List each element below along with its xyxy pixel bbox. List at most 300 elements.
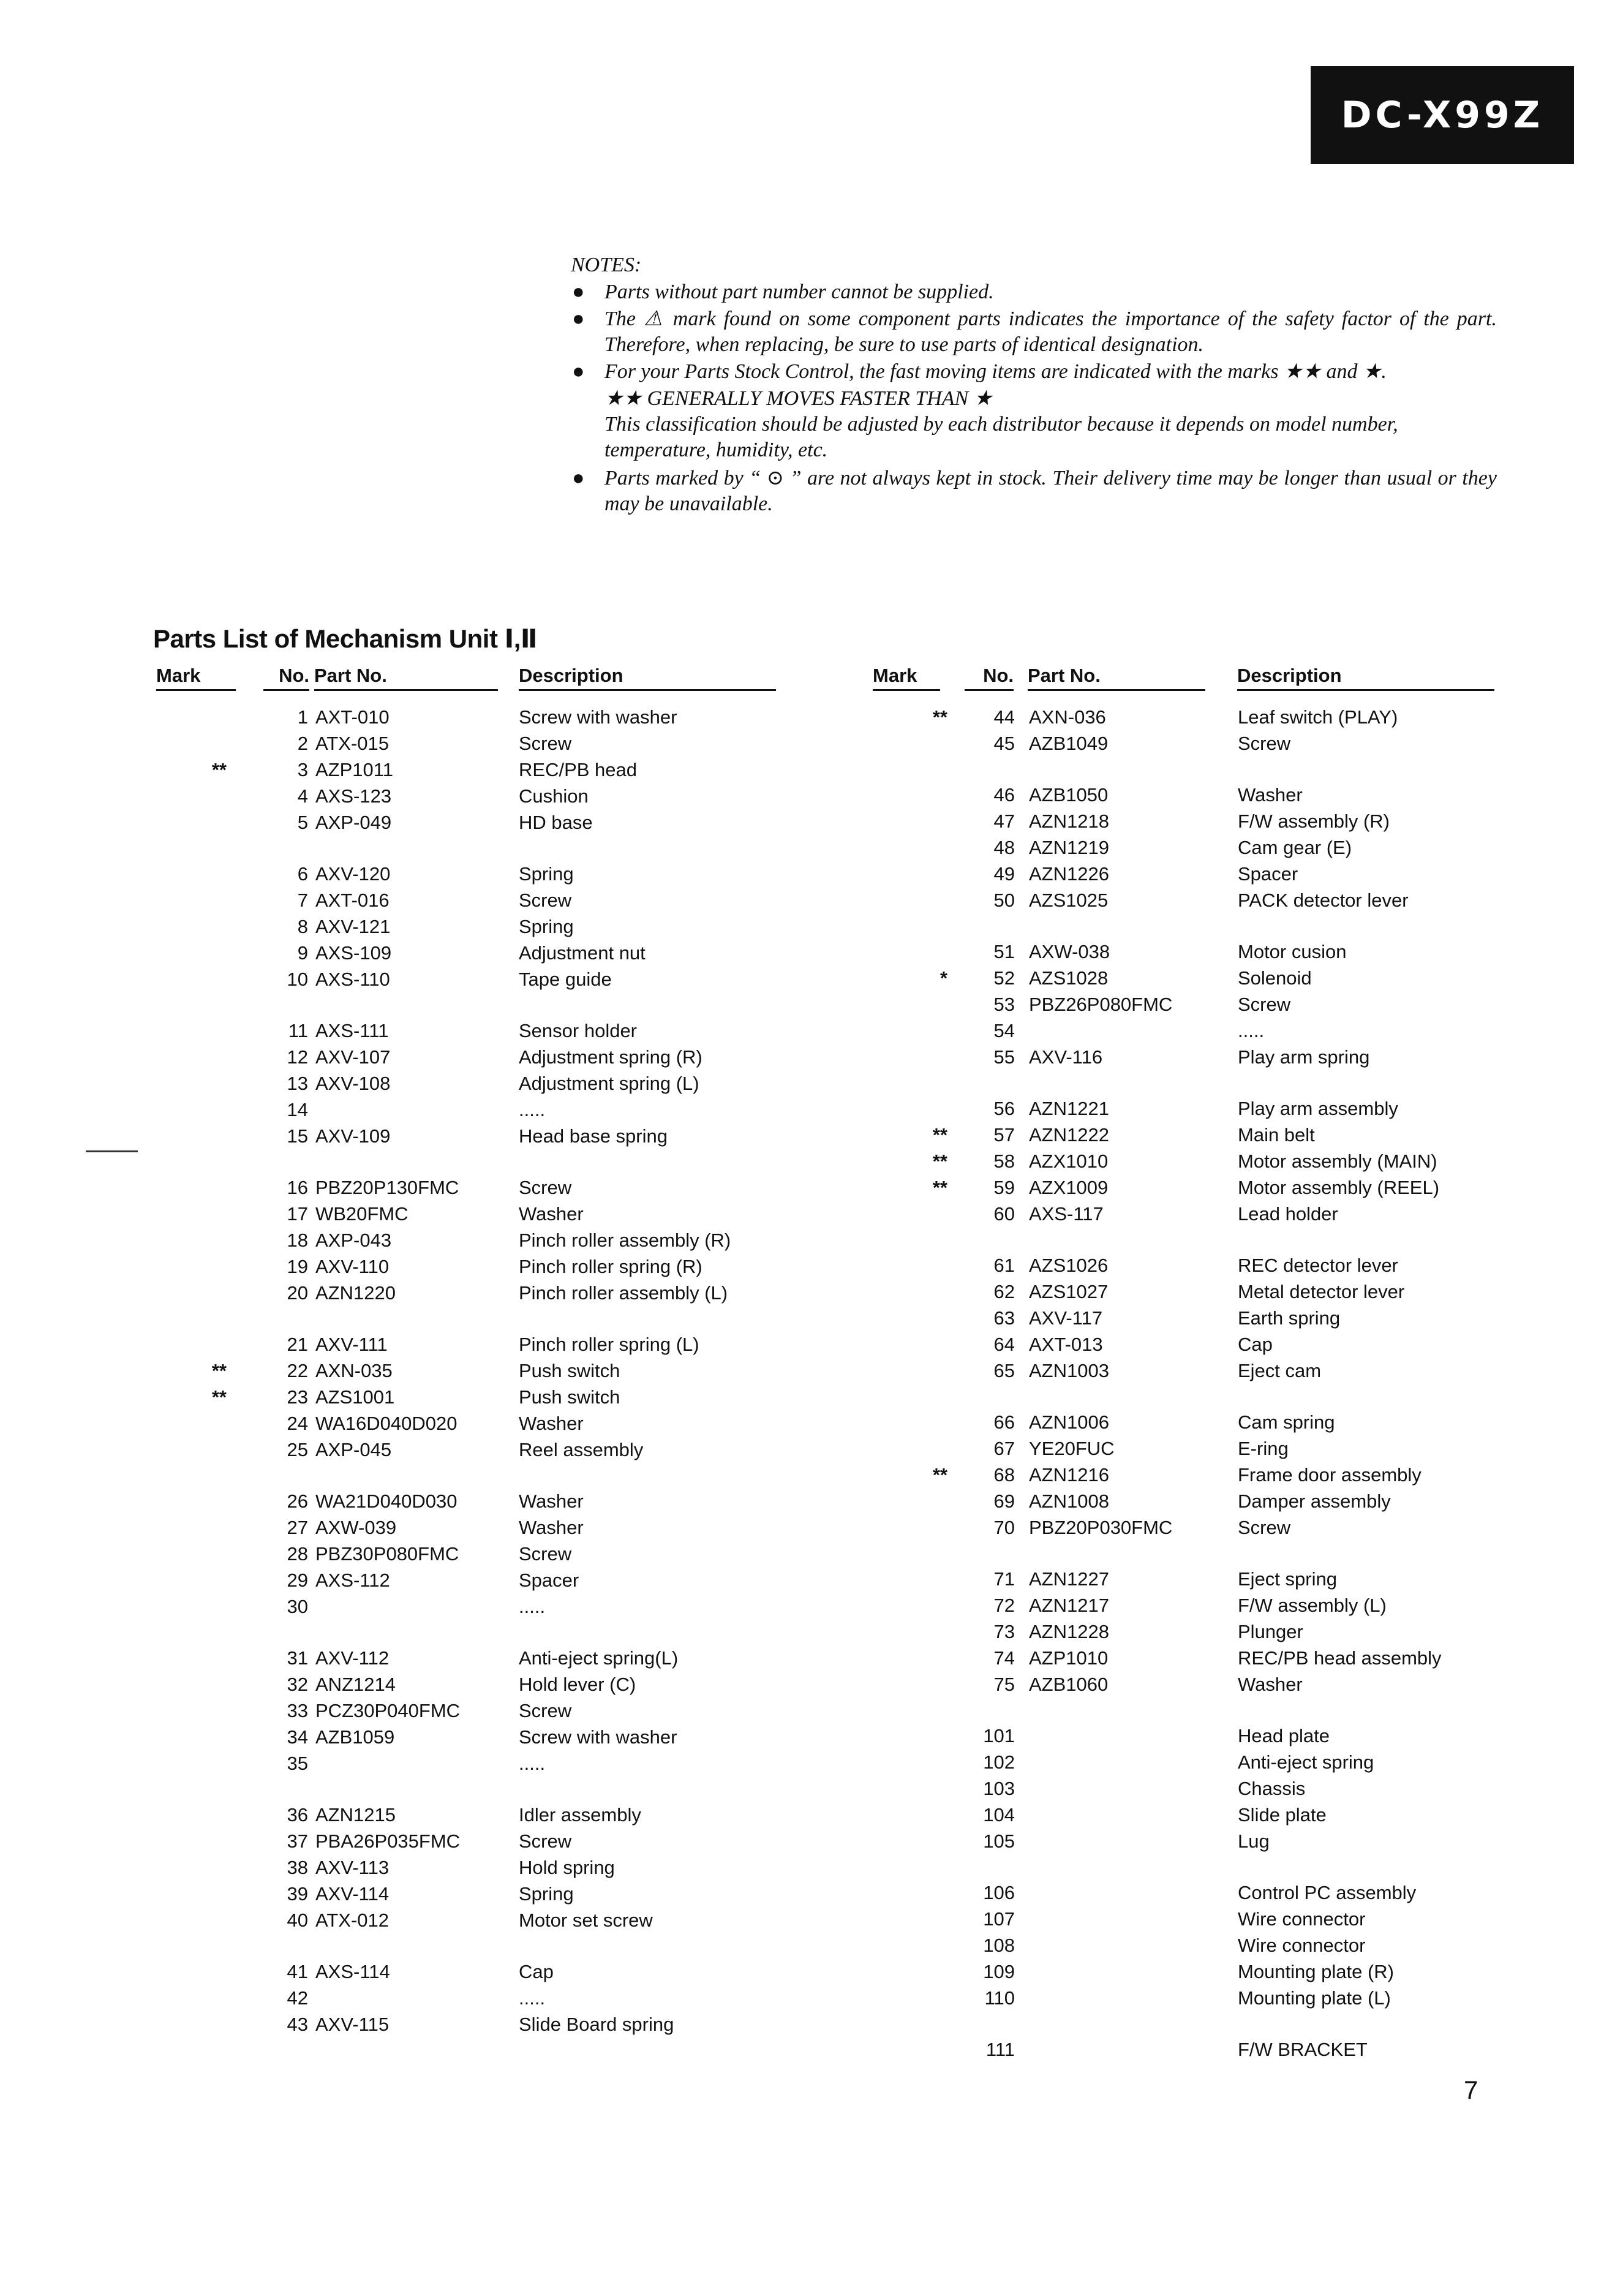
no-cell: 102 — [983, 1751, 1015, 1773]
part-no-cell: AZN1228 — [1029, 1621, 1109, 1642]
description-cell: Lug — [1238, 1830, 1270, 1852]
description-cell: Cap — [519, 1961, 554, 1982]
table-row — [873, 1647, 1494, 1674]
no-cell: 37 — [287, 1830, 308, 1852]
table-row — [156, 1282, 778, 1308]
part-no-cell: AZB1049 — [1029, 733, 1109, 754]
part-no-cell: PBZ26P080FMC — [1029, 994, 1173, 1015]
mark-cell: ** — [211, 759, 227, 780]
table-row — [873, 1334, 1494, 1360]
mark-cell: ** — [932, 1464, 947, 1486]
no-cell: 109 — [983, 1961, 1015, 1982]
table-row — [156, 1543, 778, 1569]
note-item: ● The ⚠ mark found on some component parts indicates the importance of the safety factor of the part. Therefore, when replacing, be sure to use parts of identical designation. — [572, 308, 1497, 356]
part-no-cell: AZP1011 — [315, 759, 393, 780]
description-cell: Reel assembly — [519, 1439, 644, 1460]
table-row — [156, 1726, 778, 1753]
table-row — [873, 1411, 1494, 1438]
description-cell: Mounting plate (L) — [1238, 1987, 1391, 2009]
description-cell: Pinch roller spring (L) — [519, 1334, 699, 1355]
no-cell: 28 — [287, 1543, 308, 1565]
table-row — [156, 1073, 778, 1099]
description-cell: Leaf switch (PLAY) — [1238, 706, 1398, 728]
part-no-cell: AZB1050 — [1029, 784, 1109, 806]
part-no-cell: AXT-010 — [315, 706, 390, 728]
table-row — [156, 1229, 778, 1256]
part-no-cell: AZX1010 — [1029, 1150, 1109, 1172]
no-cell: 13 — [287, 1073, 308, 1094]
no-cell: 35 — [287, 1753, 308, 1774]
no-cell: 31 — [287, 1647, 308, 1669]
description-cell: Play arm assembly — [1238, 1098, 1398, 1119]
description-cell: Wire connector — [1238, 1908, 1366, 1930]
table-row — [873, 1150, 1494, 1177]
table-row — [156, 1753, 778, 1779]
description-cell: Motor assembly (REEL) — [1238, 1177, 1440, 1198]
header-description: Description — [1237, 665, 1494, 691]
no-cell: 23 — [287, 1386, 308, 1408]
table-row — [156, 1961, 778, 1987]
description-cell: Adjustment spring (L) — [519, 1073, 699, 1094]
description-cell: Play arm spring — [1238, 1046, 1370, 1068]
no-cell: 69 — [993, 1490, 1015, 1512]
part-no-cell: AZN1218 — [1029, 810, 1109, 832]
part-no-cell: AZN1221 — [1029, 1098, 1109, 1119]
part-no-cell: WA21D040D030 — [315, 1490, 458, 1512]
part-no-cell: AZS1025 — [1029, 889, 1109, 911]
no-cell: 60 — [993, 1203, 1015, 1225]
no-cell: 70 — [993, 1517, 1015, 1538]
description-cell: Screw — [519, 1830, 572, 1852]
table-row — [156, 1334, 778, 1360]
description-cell: Pinch roller spring (R) — [519, 1256, 702, 1277]
part-no-cell: AXS-123 — [315, 785, 392, 807]
bullet-icon: ● — [572, 467, 585, 489]
no-cell: 36 — [287, 1804, 308, 1826]
no-cell: 101 — [983, 1725, 1015, 1747]
part-no-cell: PBA26P035FMC — [315, 1830, 461, 1852]
description-cell: Slide Board spring — [519, 2014, 674, 2035]
description-cell: Mounting plate (R) — [1238, 1961, 1395, 1982]
description-cell: Washer — [519, 1490, 584, 1512]
no-cell: 107 — [983, 1908, 1015, 1930]
part-no-cell: AXV-112 — [315, 1647, 390, 1669]
mark-cell: ** — [211, 1386, 227, 1408]
no-cell: 45 — [993, 733, 1015, 754]
table-row — [873, 1098, 1494, 1124]
description-cell: Screw — [519, 1543, 572, 1565]
part-no-cell: AXS-112 — [315, 1569, 390, 1591]
table-row — [873, 1307, 1494, 1334]
part-no-cell: AXN-036 — [1029, 706, 1106, 728]
description-cell: Main belt — [1238, 1124, 1315, 1146]
mark-cell: ** — [932, 1150, 947, 1172]
no-cell: 53 — [993, 994, 1015, 1015]
part-no-cell: AXS-109 — [315, 942, 392, 964]
header-part-no: Part No. — [1028, 665, 1205, 691]
table-row — [156, 1830, 778, 1857]
note-item: ● Parts marked by “ ⊙ ” are not always kept in stock. Their delivery time may be longer than usual or they may be unavailable. — [572, 467, 1497, 515]
description-cell: REC/PB head — [519, 759, 637, 780]
description-cell: Washer — [519, 1413, 584, 1434]
table-row — [873, 1725, 1494, 1751]
description-cell: Spring — [519, 916, 574, 937]
table-row — [873, 2039, 1494, 2065]
part-no-cell: AXV-108 — [315, 1073, 391, 1094]
notes-list — [571, 279, 1497, 385]
table-row — [873, 1908, 1494, 1935]
no-cell: 9 — [297, 942, 308, 964]
description-cell: Push switch — [519, 1386, 620, 1408]
part-no-cell: AZB1059 — [315, 1726, 395, 1748]
no-cell: 108 — [983, 1935, 1015, 1956]
table-row — [873, 784, 1494, 810]
description-cell: Cam spring — [1238, 1411, 1335, 1433]
table-row — [873, 1987, 1494, 2014]
notes-section — [571, 252, 1497, 518]
part-no-cell: AXP-049 — [315, 812, 392, 833]
no-cell: 43 — [287, 2014, 308, 2035]
part-no-cell: AXV-113 — [315, 1857, 390, 1878]
no-cell: 58 — [993, 1150, 1015, 1172]
no-cell: 57 — [993, 1124, 1015, 1146]
no-cell: 3 — [297, 759, 308, 780]
table-row — [156, 1596, 778, 1622]
part-no-cell: AXP-045 — [315, 1439, 392, 1460]
table-header — [873, 665, 1494, 693]
no-cell: 47 — [993, 810, 1015, 832]
note-item: ● Parts without part number cannot be supplied. — [571, 279, 1497, 305]
no-cell: 19 — [287, 1256, 308, 1277]
description-cell: Plunger — [1238, 1621, 1303, 1642]
table-row — [873, 1830, 1494, 1857]
part-no-cell: ATX-015 — [315, 733, 390, 754]
table-row — [873, 967, 1494, 994]
table-row — [156, 759, 778, 785]
table-row — [873, 1961, 1494, 1987]
no-cell: 42 — [287, 1987, 308, 2009]
description-cell: ..... — [519, 1099, 546, 1120]
no-cell: 73 — [993, 1621, 1015, 1642]
part-no-cell: AXV-110 — [315, 1256, 390, 1277]
description-cell: Screw with washer — [519, 1726, 677, 1748]
description-cell: Metal detector lever — [1238, 1281, 1405, 1302]
no-cell: 29 — [287, 1569, 308, 1591]
no-cell: 27 — [287, 1517, 308, 1538]
description-cell: Slide plate — [1238, 1804, 1327, 1826]
part-no-cell: AXP-043 — [315, 1229, 392, 1251]
part-no-cell: PCZ30P040FMC — [315, 1700, 461, 1721]
table-row — [873, 1281, 1494, 1307]
description-cell: ..... — [1238, 1020, 1265, 1041]
description-cell: Motor set screw — [519, 1909, 653, 1931]
part-no-cell: AXW-038 — [1029, 941, 1110, 962]
no-cell: 18 — [287, 1229, 308, 1251]
description-cell: Frame door assembly — [1238, 1464, 1422, 1486]
table-row — [156, 785, 778, 812]
bullet-icon: ● — [572, 308, 585, 330]
table-row — [156, 1099, 778, 1125]
description-cell: Eject cam — [1238, 1360, 1322, 1381]
part-no-cell: YE20FUC — [1029, 1438, 1115, 1459]
table-row — [873, 1778, 1494, 1804]
table-row — [156, 812, 778, 838]
part-no-cell: AZN1220 — [315, 1282, 396, 1304]
table-row — [873, 1517, 1494, 1543]
table-row — [873, 1595, 1494, 1621]
description-cell: Cam gear (E) — [1238, 837, 1352, 858]
no-cell: 55 — [993, 1046, 1015, 1068]
part-no-cell: ANZ1214 — [315, 1674, 396, 1695]
part-no-cell: AZN1003 — [1029, 1360, 1109, 1381]
table-row — [156, 1177, 778, 1203]
description-cell: Spring — [519, 1883, 574, 1905]
table-row — [873, 1674, 1494, 1700]
description-cell: Screw — [1238, 1517, 1291, 1538]
part-no-cell: AXS-110 — [315, 969, 390, 990]
part-no-cell: AZN1006 — [1029, 1411, 1109, 1433]
part-no-cell: AZP1010 — [1029, 1647, 1109, 1669]
table-row — [156, 706, 778, 733]
description-cell: PACK detector lever — [1238, 889, 1409, 911]
no-cell: 106 — [983, 1882, 1015, 1903]
description-cell: Hold lever (C) — [519, 1674, 636, 1695]
part-no-cell: AZN1215 — [315, 1804, 396, 1826]
description-cell: Solenoid — [1238, 967, 1312, 989]
table-row — [873, 1177, 1494, 1203]
description-cell: Chassis — [1238, 1778, 1306, 1799]
no-cell: 111 — [985, 2039, 1015, 2060]
description-cell: Screw — [519, 1177, 572, 1198]
table-row — [873, 1046, 1494, 1073]
part-no-cell: AZX1009 — [1029, 1177, 1109, 1198]
description-cell: Idler assembly — [519, 1804, 641, 1826]
description-cell: Anti-eject spring(L) — [519, 1647, 679, 1669]
no-cell: 11 — [288, 1020, 308, 1041]
table-row — [873, 1464, 1494, 1490]
table-row — [156, 1883, 778, 1909]
no-cell: 105 — [983, 1830, 1015, 1852]
table-row — [156, 1647, 778, 1674]
description-cell: Sensor holder — [519, 1020, 638, 1041]
no-cell: 25 — [287, 1439, 308, 1460]
description-cell: Adjustment spring (R) — [519, 1046, 702, 1068]
part-no-cell: ATX-012 — [315, 1909, 390, 1931]
description-cell: Cushion — [519, 785, 589, 807]
part-no-cell: AZN1222 — [1029, 1124, 1109, 1146]
description-cell: Motor assembly (MAIN) — [1238, 1150, 1437, 1172]
parts-column-left — [156, 665, 778, 2040]
table-row — [156, 1256, 778, 1282]
no-cell: 30 — [287, 1596, 308, 1617]
no-cell: 32 — [287, 1674, 308, 1695]
table-row — [873, 863, 1494, 889]
table-row — [156, 1203, 778, 1229]
no-cell: 12 — [287, 1046, 308, 1068]
no-cell: 5 — [297, 812, 308, 833]
part-no-cell: AXV-107 — [315, 1046, 391, 1068]
description-cell: Screw — [519, 889, 572, 911]
note-item: ● For your Parts Stock Control, the fast moving items are indicated with the marks ★★ and ★. — [571, 359, 1497, 385]
no-cell: 52 — [993, 967, 1015, 989]
description-cell: Tape guide — [519, 969, 612, 990]
table-row — [873, 994, 1494, 1020]
table-row — [156, 1020, 778, 1046]
table-row — [873, 1804, 1494, 1830]
part-no-cell: AXV-114 — [315, 1883, 390, 1905]
description-cell: Earth spring — [1238, 1307, 1341, 1329]
description-cell: F/W BRACKET — [1238, 2039, 1368, 2060]
table-row — [156, 1804, 778, 1830]
table-row — [873, 1203, 1494, 1229]
description-cell: ..... — [519, 1596, 546, 1617]
table-row — [873, 1360, 1494, 1386]
no-cell: 14 — [287, 1099, 308, 1120]
table-row — [156, 1909, 778, 1936]
part-no-cell: AXV-109 — [315, 1125, 391, 1147]
no-cell: 63 — [993, 1307, 1015, 1329]
table-row — [873, 1438, 1494, 1464]
part-no-cell: AZN1227 — [1029, 1568, 1109, 1590]
no-cell: 2 — [297, 733, 308, 754]
part-no-cell: AZB1060 — [1029, 1674, 1109, 1695]
no-cell: 16 — [287, 1177, 308, 1198]
table-row — [156, 1517, 778, 1543]
no-cell: 1 — [297, 706, 308, 728]
no-cell: 4 — [297, 785, 308, 807]
table-row — [873, 733, 1494, 759]
header-description: Description — [519, 665, 776, 691]
table-row — [873, 810, 1494, 837]
description-cell: Screw — [519, 1700, 572, 1721]
no-cell: 59 — [993, 1177, 1015, 1198]
table-row — [873, 1621, 1494, 1647]
description-cell: Washer — [519, 1203, 584, 1225]
part-no-cell: WB20FMC — [315, 1203, 409, 1225]
no-cell: 39 — [287, 1883, 308, 1905]
no-cell: 71 — [993, 1568, 1015, 1590]
table-row — [156, 1857, 778, 1883]
part-no-cell: AZN1216 — [1029, 1464, 1109, 1486]
table-row — [156, 1046, 778, 1073]
part-no-cell: AZS1028 — [1029, 967, 1109, 989]
no-cell: 38 — [287, 1857, 308, 1878]
no-cell: 41 — [287, 1961, 308, 1982]
description-cell: F/W assembly (L) — [1238, 1595, 1387, 1616]
description-cell: Washer — [1238, 784, 1303, 806]
table-row — [873, 1124, 1494, 1150]
description-cell: Wire connector — [1238, 1935, 1366, 1956]
description-cell: Screw with washer — [519, 706, 677, 728]
table-row — [156, 1413, 778, 1439]
no-cell: 40 — [287, 1909, 308, 1931]
part-no-cell: AXS-111 — [315, 1020, 389, 1041]
table-row — [156, 942, 778, 969]
part-no-cell: AXW-039 — [315, 1517, 397, 1538]
mark-cell: ** — [932, 706, 947, 728]
part-no-cell: AZN1226 — [1029, 863, 1109, 885]
description-cell: Spacer — [1238, 863, 1298, 885]
header-no: No. — [263, 665, 309, 691]
no-cell: 54 — [993, 1020, 1015, 1041]
part-no-cell: PBZ20P130FMC — [315, 1177, 459, 1198]
description-cell: REC/PB head assembly — [1238, 1647, 1442, 1669]
description-cell: Cap — [1238, 1334, 1273, 1355]
part-no-cell: AXS-114 — [315, 1961, 390, 1982]
table-row — [873, 1882, 1494, 1908]
description-cell: Pinch roller assembly (L) — [519, 1282, 728, 1304]
header-mark: Mark — [156, 665, 236, 691]
part-no-cell: AXV-116 — [1029, 1046, 1103, 1068]
table-row — [873, 706, 1494, 733]
no-cell: 62 — [993, 1281, 1015, 1302]
notes-classification: This classification should be adjusted by each distributor because it depends on model number, temperature, humidity, etc. — [604, 413, 1398, 461]
model-badge: DC-X99Z — [1311, 66, 1574, 164]
no-cell: 17 — [287, 1203, 308, 1225]
description-cell: Head plate — [1238, 1725, 1330, 1747]
description-cell: Spring — [519, 863, 574, 885]
part-no-cell: AXT-016 — [315, 889, 390, 911]
description-cell: Screw — [1238, 994, 1291, 1015]
table-row — [156, 863, 778, 889]
description-cell: Spacer — [519, 1569, 579, 1591]
no-cell: 21 — [287, 1334, 308, 1355]
table-row — [873, 1490, 1494, 1517]
table-row — [873, 1751, 1494, 1778]
table-row — [156, 1987, 778, 2014]
description-cell: E-ring — [1238, 1438, 1289, 1459]
table-row — [156, 1439, 778, 1465]
notes-moves-line: ★★ GENERALLY MOVES FASTER THAN ★ — [604, 387, 993, 410]
no-cell: 104 — [983, 1804, 1015, 1826]
table-row — [156, 733, 778, 759]
bullet-icon: ● — [572, 360, 585, 383]
margin-dash — [86, 1150, 138, 1152]
part-no-cell: AXS-117 — [1029, 1203, 1104, 1225]
description-cell: Head base spring — [519, 1125, 668, 1147]
table-row — [873, 1935, 1494, 1961]
part-no-cell: PBZ30P080FMC — [315, 1543, 459, 1565]
no-cell: 65 — [993, 1360, 1015, 1381]
table-header — [156, 665, 778, 693]
part-no-cell: WA16D040D020 — [315, 1413, 458, 1434]
table-row — [156, 1700, 778, 1726]
table-row — [156, 1569, 778, 1596]
no-cell: 46 — [993, 784, 1015, 806]
part-no-cell: AXV-121 — [315, 916, 391, 937]
description-cell: Hold spring — [519, 1857, 615, 1878]
table-row — [873, 837, 1494, 863]
parts-column-right — [873, 665, 1494, 2065]
no-cell: 64 — [993, 1334, 1015, 1355]
no-cell: 74 — [993, 1647, 1015, 1669]
table-row — [873, 1568, 1494, 1595]
notes-title: NOTES: — [571, 254, 642, 276]
no-cell: 10 — [287, 969, 308, 990]
description-cell: Anti-eject spring — [1238, 1751, 1374, 1773]
description-cell: REC detector lever — [1238, 1255, 1398, 1276]
part-no-cell: AXV-115 — [315, 2014, 390, 2035]
description-cell: Eject spring — [1238, 1568, 1337, 1590]
table-row — [156, 916, 778, 942]
part-no-cell: AXV-120 — [315, 863, 391, 885]
table-row — [156, 889, 778, 916]
description-cell: Screw — [519, 733, 572, 754]
table-row — [156, 1490, 778, 1517]
description-cell: Push switch — [519, 1360, 620, 1381]
part-no-cell: AXN-035 — [315, 1360, 393, 1381]
notes-list-2 — [571, 466, 1497, 517]
